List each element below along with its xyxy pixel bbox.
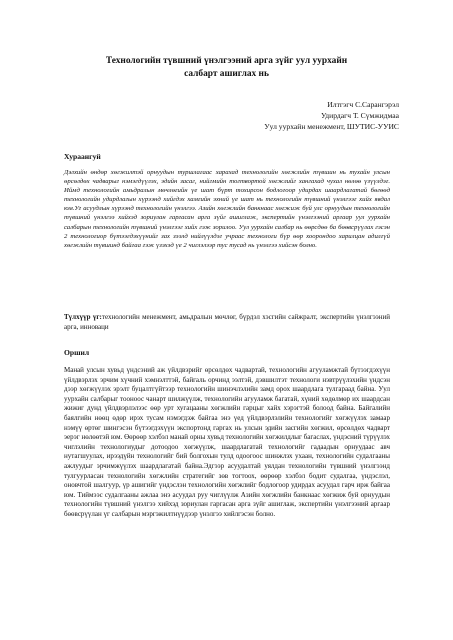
paper-title-line-1: Технологийн түвшний үнэлгээний арга зүйг уул уурхайн <box>105 56 348 66</box>
author-block <box>99 99 399 132</box>
abstract-heading: Хураангуй <box>64 152 101 161</box>
paper-title <box>60 55 393 81</box>
paper-title-line-2: салбарт ашиглах нь <box>184 69 269 79</box>
presenter-name: Илтгэгч С.Сарангэрэл <box>327 100 399 109</box>
keywords-label: Түлхүүр үг: <box>64 313 102 321</box>
introduction-heading: Оршил <box>64 348 90 357</box>
introduction-text: Манай улсын хувьд үндсэний аж үйлдвэрийг өрсөлдөх чадвартай, технологийн агууламжтай бүтээгдэхүүн үйлдвэрлэх эрчим хүчний хэмнэлттэй, байгаль орчинд ээлтэй, дэвшилтэт технологи нэвтрүүлэхийн үндсэн дээр хөгжүүлэх эрэлт буцалтгүйтээр технологийн шинэчлэлийн замд орох шаардлага тулгараад байна. Уул уурхайн салбарыг тооноос чанарт шилжүүлж, технологийн агууламж багатай, хүний хөдөлмөр их шаардсан жижиг дунд үйлдвэрлэлээс өөр урт хугацааны хөгжлийн гарцыг хайх хэрэгтэй болоод байна. Байгалийн баялгийн нөөц өдөр ирэх тусам нэмэгдэж байгаа энэ үед үйлдвэрлэлийн технологийг хөгжүүлэх замаар нэмүү өртөг шингэсэн бүтээгдэхүүн экспортонд гаргах нь улсын эдийн засгийн хөгжил, өрсөлдөх чадварт эерэг нөлөөтэй юм. Өөрөөр хэлбэл манай орны хувьд технологийн хөгжилдлыг багаслах, үндэсний түрүүлэх чиглэлийн технологиудыг дотоодоо хөгжүүлж, шаардлагатай технологийг гадаадын орнуудаас авч нутагшуулах, ирээдүйн технологийг бий болгохын тулд одоогоос шинжлэх ухаан, технологийн судалгааны ажлуудыг эрчимжүүлэх шаардлагатай байна.Эдгээр асуудалтай уялдан технологийн түвшний үнэлгээнд тулгуурласан технологийн хөгжлийн стратегийг зөв тогтоох, өөрөөр хэлбэл бодит судалгаа, үндэслэл, оновчтой шалгуур, үр ашигийг үндэслэн технологийн хөгжлийг бодлогоор удирдах асуудал гарч ирж байгаа юм. Тиймээс судалгааны ажлаа энэ асуудал руу чиглүүлж Азийн хөгжлийн банкнаас хөгжиж буй орнуудын технологийн түвшний үнэлгээ хийхэд зориулан гаргасан арга зүйг ашиглаж, экспертийн үнэлгээний аргаар бөөвсрүүлан үг салбарын мэргэжилтнүүдээр үнэлгээ хийлгэсэн болно. <box>64 366 390 518</box>
supervisor-name: Удирдагч Т. Сүмжидмаа <box>320 111 399 120</box>
keywords-block <box>64 313 390 332</box>
abstract-text: Дэлхийн өндөр хөгжилтэй орнуудын туршлагаас харахад технологийн хөгжлийн түвшин нь тухайн улсын өрсөлдөх чадварыг нэмэгдүүлэх, эдийн засаг, нийгмийн тогтвортой хөгжлийг хангахад чухал нөлөө үзүүлдэг. Иймд технологийн амьдралын мөчлөгийн үе шат бүрт тохирсон бодлогоор удирдах шаардлагатай бөгөөд технологийн удирдлагын хүрээнд хийгдэх хамгийн эхний үе шат нь технологийн түвшний үнэлгээг хийх явдал юм.Уг асуудлын хүрээнд технологийн үнэлгээ. Азийн хөгжлийн банкнаас хөгжиж буй улс орнуудын технологийн түвшний үнэлгээ хийхэд зориулан гаргасан арга зүйг ашиглаж, экспертийн үнэлгээний аргаар уул уурхайн салбарын технологийн түвшний үнэлгээг хийх гэж зорилоо. Уул уурхайн салбар нь өөрсдөө ба бөөвсрүүлах гэсэн 2 технологиор бүтээгдэхүүнийг зах зээлд нийлүүлдэг учраас технологи бүр өөр хоорондоо харилцан адилгүй хөгжлийн түвшинд байгаа гэж үзэхэд үе 2 чиглэлээр тус тусад нь үнэлгээ хийсэн болно. <box>64 169 390 249</box>
keywords-text: технологийн менежмент, амьдралын мөчлөг, бүрдэл хэсгийн сайжралт, экспертийн үнэлгээний арга, инноваци <box>64 313 391 331</box>
affiliation: Уул уурхайн менежмент, ШУТИС-УУИС <box>264 122 399 131</box>
